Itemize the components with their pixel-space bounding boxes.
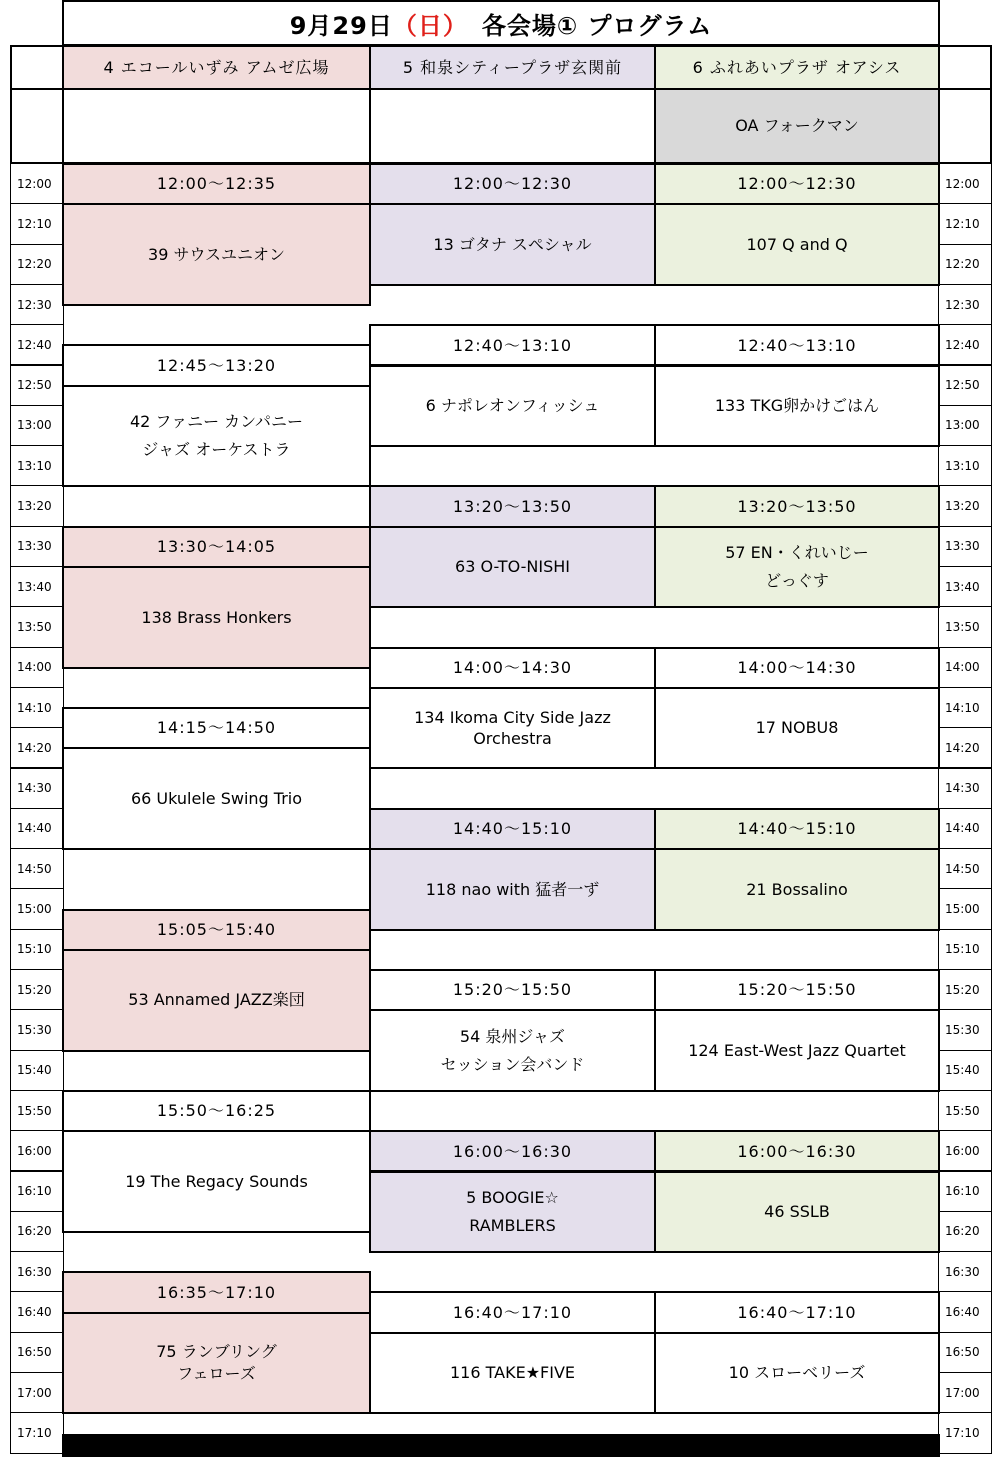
act-cell-col4 [62, 1130, 371, 1233]
time-label-right: 17:00 [938, 1372, 992, 1413]
bottom-bar [62, 1434, 940, 1457]
time-label-left: 14:30 [10, 768, 64, 809]
venue-header-label: 5 和泉シティープラザ玄関前 [402, 57, 623, 77]
opening-act-label: OA フォークマン [735, 116, 859, 136]
time-label-left: 16:00 [10, 1130, 64, 1171]
time-label-right: 12:50 [938, 365, 992, 406]
venue-header-label: 6 ふれあいプラザ オアシス [692, 57, 902, 77]
time-label-left: 17:00 [10, 1372, 64, 1413]
time-slot-col5: 16:40〜17:10 [369, 1291, 656, 1333]
act-name-line: 63 O-TO-NISHI [455, 557, 570, 577]
act-name-line: 134 Ikoma City Side Jazz [414, 707, 611, 727]
act-name-line: 75 ランブリング [156, 1342, 277, 1362]
time-label-right: 12:30 [938, 284, 992, 325]
act-cell-col5 [369, 526, 656, 609]
time-slot-col4: 16:35〜17:10 [62, 1271, 371, 1313]
time-label-right: 16:50 [938, 1332, 992, 1373]
act-name-line: 6 ナポレオンフィッシュ [425, 396, 600, 415]
time-label-left: 14:00 [10, 647, 64, 688]
venue-header-label: 4 エコールいずみ アムゼ広場 [103, 57, 330, 77]
time-label-left: 14:40 [10, 808, 64, 849]
time-label-left: 12:00 [10, 163, 64, 204]
title-date: 9月29日 [289, 11, 393, 40]
time-slot-col4: 14:15〜14:50 [62, 707, 371, 749]
time-label-left: 12:40 [10, 324, 64, 365]
time-label-right: 13:50 [938, 606, 992, 647]
act-cell-col6 [654, 526, 940, 609]
time-slot-col5: 16:00〜16:30 [369, 1130, 656, 1172]
act-name-line: 17 NOBU8 [755, 718, 839, 738]
time-label-right: 14:40 [938, 808, 992, 849]
act-cell-col5 [369, 1009, 656, 1092]
page-title [62, 0, 940, 46]
oa-row-venue-5 [369, 88, 656, 164]
act-name-line: 13 ゴタナ スペシャル [433, 234, 592, 254]
time-slot-col6: 13:20〜13:50 [654, 485, 940, 527]
time-label-left: 16:30 [10, 1251, 64, 1292]
time-slot-col6: 12:00〜12:30 [654, 163, 940, 205]
time-label-left: 16:50 [10, 1332, 64, 1373]
time-label-left: 14:50 [10, 848, 64, 889]
time-label-right: 15:30 [938, 1009, 992, 1050]
act-cell-col4 [62, 203, 371, 306]
time-label-right: 14:30 [938, 768, 992, 809]
time-slot-col4: 12:00〜12:35 [62, 163, 371, 205]
time-label-left: 16:40 [10, 1291, 64, 1332]
time-label-left: 13:30 [10, 526, 64, 567]
act-cell-col4 [62, 949, 371, 1052]
time-slot-col6: 15:20〜15:50 [654, 969, 940, 1011]
venue-header-5 [369, 45, 656, 90]
time-label-left: 15:40 [10, 1050, 64, 1091]
act-name-line: 54 泉州ジャズ [459, 1027, 566, 1046]
time-label-right: 13:30 [938, 526, 992, 567]
act-name-line: 19 The Regacy Sounds [125, 1171, 308, 1191]
act-cell-col6 [654, 1332, 940, 1415]
time-label-left: 12:20 [10, 244, 64, 285]
act-cell-col5 [369, 1171, 656, 1254]
time-label-left: 13:20 [10, 485, 64, 526]
oa-row-venue-4 [62, 88, 371, 164]
time-label-left: 12:50 [10, 365, 64, 406]
time-slot-col5: 15:20〜15:50 [369, 969, 656, 1011]
time-label-right: 15:10 [938, 929, 992, 970]
time-label-right: 14:10 [938, 687, 992, 728]
time-label-left: 13:00 [10, 405, 64, 446]
act-name-line: 21 Bossalino [746, 879, 848, 899]
time-label-left: 12:10 [10, 203, 64, 244]
act-name-line: 39 サウスユニオン [148, 244, 285, 264]
act-cell-col5 [369, 687, 656, 770]
act-name-line: フェローズ [177, 1363, 256, 1383]
time-slot-col5: 12:00〜12:30 [369, 163, 656, 205]
act-cell-col6 [654, 687, 940, 770]
act-name-line: 116 TAKE★FIVE [449, 1363, 576, 1383]
act-name-line: 5 BOOGIE☆ [466, 1188, 559, 1208]
act-cell-col4 [62, 1312, 371, 1415]
time-label-right: 15:40 [938, 1050, 992, 1091]
act-name-line: 57 EN・くれいじー [725, 543, 869, 563]
time-label-right: 16:20 [938, 1211, 992, 1252]
act-name-line: RAMBLERS [469, 1215, 556, 1235]
time-slot-col4: 15:50〜16:25 [62, 1090, 371, 1132]
time-slot-col5: 12:40〜13:10 [369, 324, 656, 366]
act-cell-col4 [62, 566, 371, 669]
time-label-left: 16:20 [10, 1211, 64, 1252]
act-name-line: 42 ファニー カンパニー [129, 412, 304, 432]
act-cell-col6 [654, 365, 940, 448]
time-label-right: 14:20 [938, 727, 992, 768]
time-label-left: 15:20 [10, 969, 64, 1010]
act-name-line: 53 Annamed JAZZ楽団 [128, 990, 305, 1010]
act-cell-col4 [62, 385, 371, 488]
time-slot-col4: 15:05〜15:40 [62, 909, 371, 951]
time-label-right: 12:20 [938, 244, 992, 285]
time-slot-col5: 14:00〜14:30 [369, 647, 656, 689]
act-name-line: 10 スローベリーズ [728, 1363, 866, 1383]
time-label-right: 12:10 [938, 203, 992, 244]
time-label-left: 15:00 [10, 888, 64, 929]
act-cell-col4 [62, 747, 371, 850]
time-label-right: 12:40 [938, 324, 992, 365]
time-slot-col6: 14:40〜15:10 [654, 808, 940, 850]
title-program: 各会場① プログラム [481, 11, 713, 40]
title-weekday: （日） [392, 11, 468, 40]
time-label-right: 15:00 [938, 888, 992, 929]
act-cell-col5 [369, 203, 656, 286]
act-name-line: 66 Ukulele Swing Trio [130, 788, 303, 808]
act-cell-col5 [369, 1332, 656, 1415]
time-label-left: 15:30 [10, 1009, 64, 1050]
act-cell-col5 [369, 365, 656, 448]
header-corner-left [10, 45, 64, 90]
oa-row-left [10, 88, 64, 164]
time-label-right: 13:00 [938, 405, 992, 446]
time-label-right: 13:10 [938, 445, 992, 486]
time-label-left: 15:10 [10, 929, 64, 970]
time-label-left: 13:40 [10, 566, 64, 607]
time-label-right: 15:50 [938, 1090, 992, 1131]
time-label-right: 16:10 [938, 1171, 992, 1212]
act-name-line: セッション会バンド [440, 1054, 585, 1074]
time-label-right: 14:00 [938, 647, 992, 688]
act-cell-col6 [654, 848, 940, 931]
time-label-left: 16:10 [10, 1171, 64, 1212]
time-label-right: 15:20 [938, 969, 992, 1010]
time-slot-col5: 13:20〜13:50 [369, 485, 656, 527]
act-name-line: 46 SSLB [764, 1202, 830, 1221]
time-label-right: 16:00 [938, 1130, 992, 1171]
act-name-line: 133 TKG卵かけごはん [714, 396, 880, 415]
time-label-left: 14:20 [10, 727, 64, 768]
act-name-line: 118 nao with 猛者一ず [425, 879, 600, 899]
act-cell-col6 [654, 1171, 940, 1254]
time-label-right: 16:40 [938, 1291, 992, 1332]
time-label-right: 14:50 [938, 848, 992, 889]
time-label-left: 13:10 [10, 445, 64, 486]
time-label-right: 17:10 [938, 1412, 992, 1453]
act-name-line: 107 Q and Q [746, 234, 848, 254]
time-slot-col5: 14:40〜15:10 [369, 808, 656, 850]
venue-header-6 [654, 45, 940, 90]
oa-row-right [938, 88, 992, 164]
time-slot-col6: 14:00〜14:30 [654, 647, 940, 689]
act-cell-col6 [654, 1009, 940, 1092]
time-label-left: 12:30 [10, 284, 64, 325]
act-cell-col5 [369, 848, 656, 931]
time-label-right: 12:00 [938, 163, 992, 204]
time-label-right: 16:30 [938, 1251, 992, 1292]
act-name-line: 138 Brass Honkers [141, 607, 292, 627]
act-name-line: 124 East-West Jazz Quartet [688, 1040, 906, 1060]
act-name-line: ジャズ オーケストラ [142, 440, 291, 460]
act-name-line: どっぐす [765, 570, 829, 590]
time-slot-col4: 13:30〜14:05 [62, 526, 371, 568]
time-label-left: 17:10 [10, 1412, 64, 1453]
time-slot-col6: 12:40〜13:10 [654, 324, 940, 366]
time-label-left: 13:50 [10, 606, 64, 647]
time-label-right: 13:20 [938, 485, 992, 526]
time-slot-col4: 12:45〜13:20 [62, 344, 371, 386]
venue-header-4 [62, 45, 371, 90]
header-corner-right [938, 45, 992, 90]
act-cell-col6 [654, 203, 940, 286]
time-slot-col6: 16:00〜16:30 [654, 1130, 940, 1172]
act-name-line: Orchestra [473, 729, 552, 749]
opening-act-cell [654, 88, 940, 164]
time-label-left: 15:50 [10, 1090, 64, 1131]
time-label-left: 14:10 [10, 687, 64, 728]
time-slot-col6: 16:40〜17:10 [654, 1291, 940, 1333]
time-label-right: 13:40 [938, 566, 992, 607]
